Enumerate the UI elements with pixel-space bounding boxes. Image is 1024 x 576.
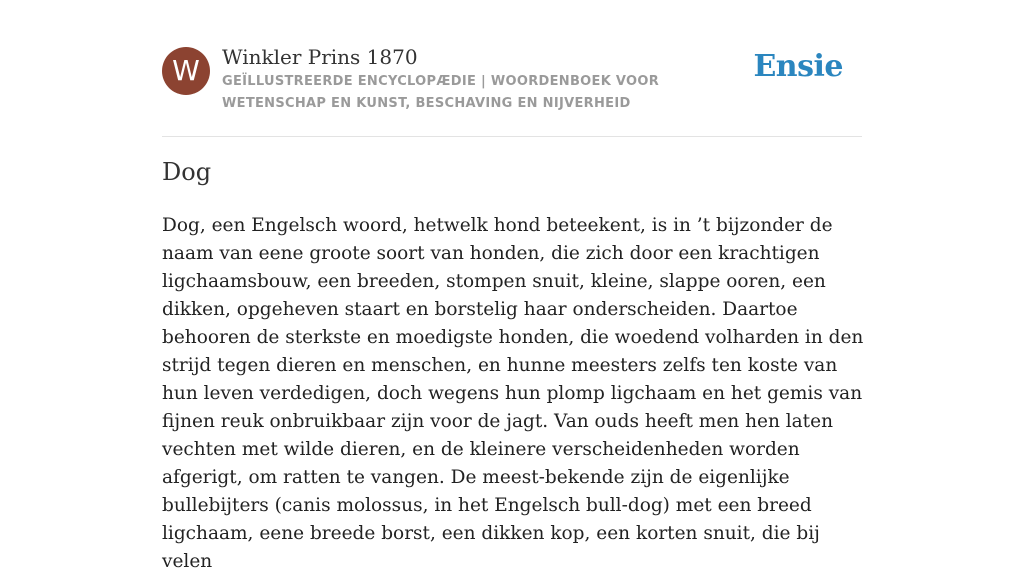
source-subtitle: GEÏLLUSTREERDE ENCYCLOPÆDIE | WOORDENBOEK VOOR WETENSCHAP EN KUNST, BESCHAVING EN NIJVERHEID: [222, 74, 660, 111]
entry-title: Dog: [162, 158, 212, 186]
source-header: [162, 44, 862, 137]
entry-body: Dog, een Engelsch woord, hetwelk hond beteekent, is in ’t bijzonder de naam van eene groote soort van honden, die zich door een krachtigen ligchaamsbouw, een breeden, stompen snuit, kleine, slappe ooren, een dikken, opgeheven staart en borstelig haar onderscheiden. Daartoe behooren de sterkste en moedigste honden, die woedend volharden in den strijd tegen dieren en menschen, en hunne meesters zelfs ten koste van hun leven verdedigen, doch wegens hun plomp ligchaam en het gemis van fijnen reuk onbruikbaar zijn voor de jagt. Van ouds heeft men hen laten vechten met wilde dieren, en de kleinere verscheidenheden worden afgerigt, om ratten te vangen. De meest-bekende zijn de eigenlijke bullebijters (canis molossus, in het Engelsch bull-dog) met een breed ligchaam, eene breede borst, een dikken kop, een korten snuit, die bij velen: [162, 215, 864, 572]
source-avatar[interactable]: W: [162, 47, 210, 95]
source-title[interactable]: Winkler Prins 1870: [222, 45, 418, 69]
ensie-logo-link[interactable]: Ensie: [753, 49, 843, 84]
